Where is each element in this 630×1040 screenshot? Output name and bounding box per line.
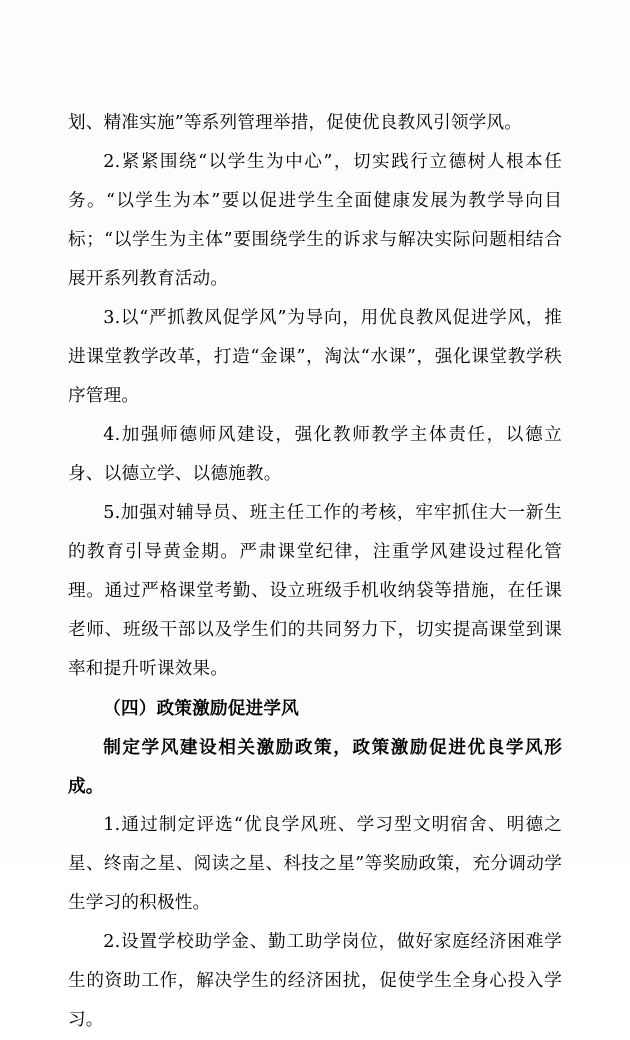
paragraph-policy-item-1: 1.通过制定评选“优良学风班、学习型文明宿舍、明德之星、终南之星、阅读之星、科技之星”等奖励政策，充分调动学生学习的积极性。 <box>68 815 562 913</box>
document-body <box>68 104 562 1040</box>
paragraph-item-4: 4.加强师德师风建设，强化教师教学主体责任，以德立身、以德立学、以德施教。 <box>68 425 562 484</box>
paragraph-item-2: 2.紧紧围绕“以学生为中心”，切实践行立德树人根本任务。“以学生为本”要以促进学生全面健康发展为教学导向目标；“以学生为主体”要围绕学生的诉求与解决实际问题相结合展开系列教育活动。 <box>68 152 562 289</box>
paragraph-item-3: 3.以“严抓教风促学风”为导向，用优良教风促进学风，推进课堂教学改革，打造“金课”，淘汰“水课”，强化课堂教学秩序管理。 <box>68 308 562 406</box>
paragraph-continued-line: 划、精准实施”等系列管理举措，促使优良教风引领学风。 <box>68 113 523 133</box>
paragraph-item-5: 5.加强对辅导员、班主任工作的考核，牢牢抓住大一新生的教育引导黄金期。严肃课堂纪律，注重学风建设过程化管理。通过严格课堂考勤、设立班级手机收纳袋等措施，在任课老师、班级干部以及学生们的共同努力下，切实提高课堂到课率和提升听课效果。 <box>68 503 562 679</box>
paragraph-section-lead: 制定学风建设相关激励政策，政策激励促进优良学风形成。 <box>68 737 562 797</box>
paragraph-policy-item-2: 2.设置学校助学金、勤工助学岗位，做好家庭经济困难学生的资助工作，解决学生的经济困扰，促使学生全身心投入学习。 <box>68 932 562 1030</box>
section-heading-policy-incentive: （四）政策激励促进学风 <box>103 698 299 719</box>
